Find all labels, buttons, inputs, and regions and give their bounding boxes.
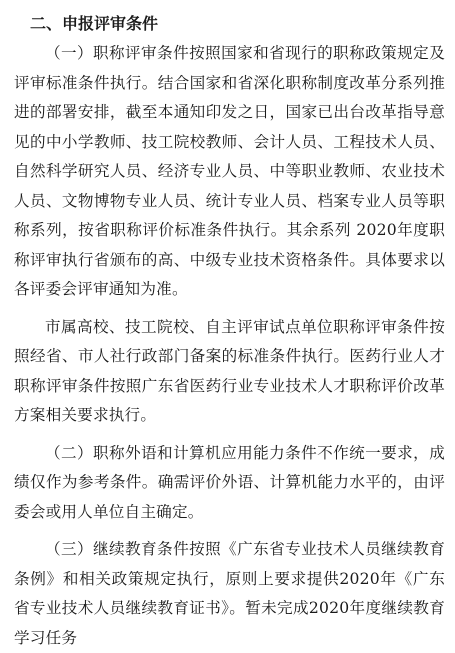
paragraph-foreign-language-computer: （二）职称外语和计算机应用能力条件不作统一要求，成绩仅作为参考条件。确需评价外语、计算机能力水平的，由评委会或用人单位自主确定。: [14, 443, 445, 521]
paragraph-evaluation-conditions: （一）职称评审条件按照国家和省现行的职称政策规定及评审标准条件执行。结合国家和省深化职称制度改革分系列推进的部署安排，截至本通知印发之日，国家已出台改革指导意见的中小学教师、技工院校教师、会计人员、工程技术人员、自然科学研究人员、经济专业人员、中等职业教师、农业技术人员、文物博物专业人员、统计专业人员、档案专业人员等职称系列，按省职称评价标准条件执行。其余系列 2020年度职称评审执行省颁布的高、中级专业技术资格条件。具体要求以各评委会评审通知为准。: [14, 44, 445, 298]
paragraph-continuing-education: （三）继续教育条件按照《广东省专业技术人员继续教育条例》和相关政策规定执行，原则上要求提供2020年《广东省专业技术人员继续教育证书》。暂未完成2020年度继续教育学习任务: [14, 540, 445, 647]
paragraph-municipal-universities: 市属高校、技工院校、自主评审试点单位职称评审条件按照经省、市人社行政部门备案的标准条件执行。医药行业人才职称评审条件按照广东省医药行业专业技术人才职称评价改革方案相关要求执行。: [14, 317, 445, 424]
section-heading: 二、申报评审条件: [30, 14, 159, 33]
